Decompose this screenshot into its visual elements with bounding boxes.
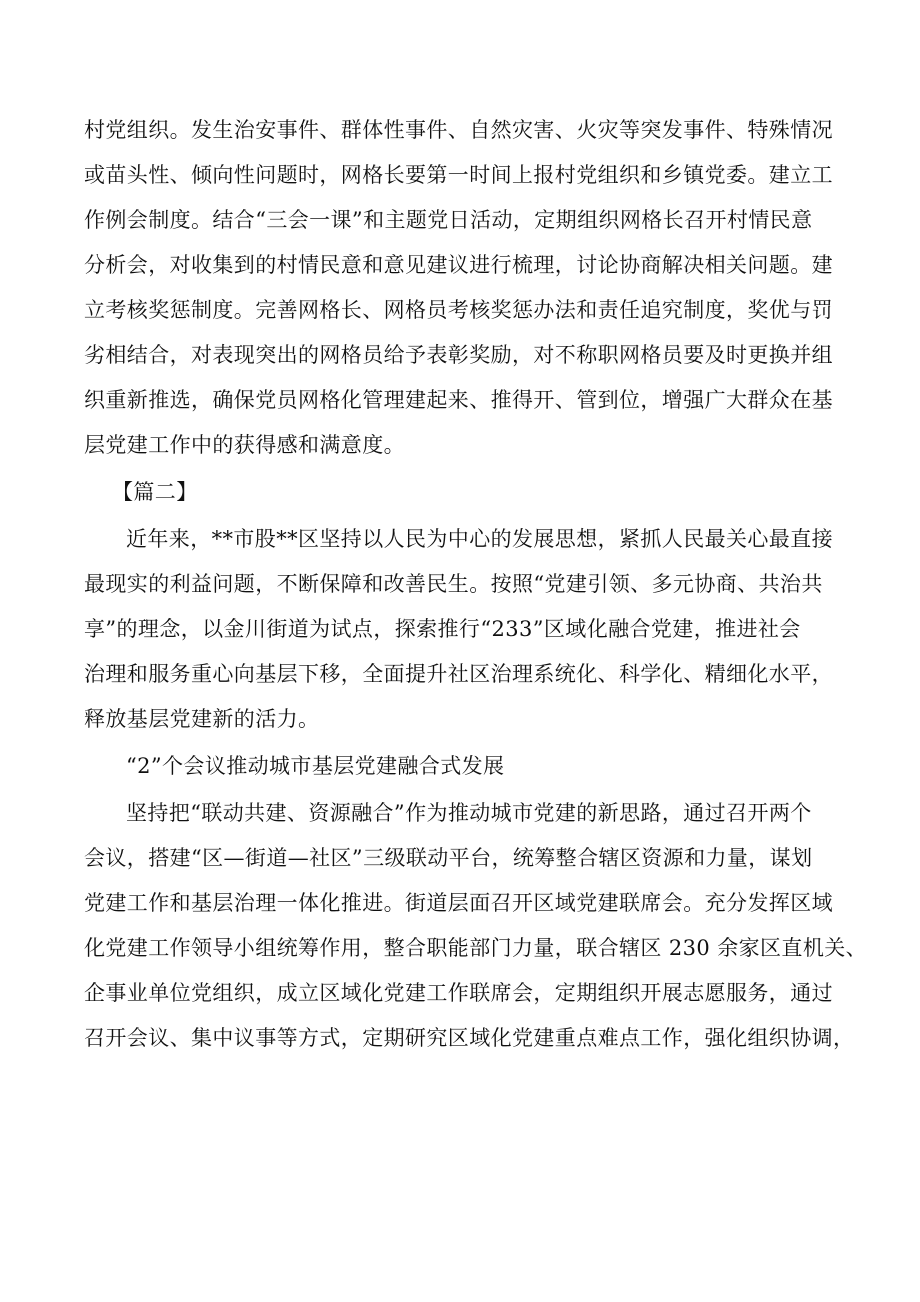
paragraph-line: 企事业单位党组织，成立区域化党建工作联席会，定期组织开展志愿服务，通过: [84, 981, 833, 1005]
paragraph-line: 分析会，对收集到的村情民意和意见建议进行梳理，讨论协商解决相关问题。建: [84, 253, 833, 277]
paragraph-line: 村党组织。发生治安事件、群体性事件、自然灾害、火灾等突发事件、特殊情况: [84, 118, 833, 142]
paragraph-line: 享”的理念，以金川街道为试点，探索推行“233”区域化融合党建，推进社会: [84, 617, 801, 641]
paragraph-line: 织重新推选，确保党员网格化管理建起来、推得开、管到位，增强广大群众在基: [84, 388, 833, 412]
paragraph-line: 坚持把“联动共建、资源融合”作为推动城市党建的新思路，通过召开两个: [126, 801, 812, 825]
paragraph-line: 召开会议、集中议事等方式，定期研究区域化党建重点难点工作，强化组织协调，: [84, 1026, 855, 1050]
paragraph-line: 化党建工作领导小组统筹作用，整合职能部门力量，联合辖区 230 余家区直机关、: [84, 936, 868, 960]
paragraph-line: 立考核奖惩制度。完善网格长、网格员考核奖惩办法和责任追究制度，奖优与罚: [84, 298, 833, 322]
paragraph-line: 释放基层党建新的活力。: [84, 707, 320, 731]
section-heading: 【篇二】: [112, 480, 198, 504]
paragraph-line: 劣相结合，对表现突出的网格员给予表彰奖励，对不称职网格员要及时更换并组: [84, 343, 833, 367]
paragraph-line: 会议，搭建“区—街道—社区”三级联动平台，统筹整合辖区资源和力量，谋划: [84, 846, 813, 870]
paragraph-line: 层党建工作中的获得感和满意度。: [84, 433, 405, 457]
paragraph-line: 或苗头性、倾向性问题时，网格长要第一时间上报村党组织和乡镇党委。建立工: [84, 163, 833, 187]
paragraph-line: 最现实的利益问题，不断保障和改善民生。按照“党建引领、多元协商、共治共: [84, 572, 823, 596]
paragraph-line: 作例会制度。结合“三会一课”和主题党日活动，定期组织网格长召开村情民意: [84, 208, 813, 232]
paragraph-line: 近年来，**市股**区坚持以人民为中心的发展思想，紧抓人民最关心最直接: [126, 527, 833, 551]
paragraph-line: 治理和服务重心向基层下移，全面提升社区治理系统化、科学化、精细化水平，: [84, 662, 833, 686]
subheading: “2”个会议推动城市基层党建融合式发展: [126, 754, 505, 778]
paragraph-line: 党建工作和基层治理一体化推进。街道层面召开区域党建联席会。充分发挥区域: [84, 891, 833, 915]
